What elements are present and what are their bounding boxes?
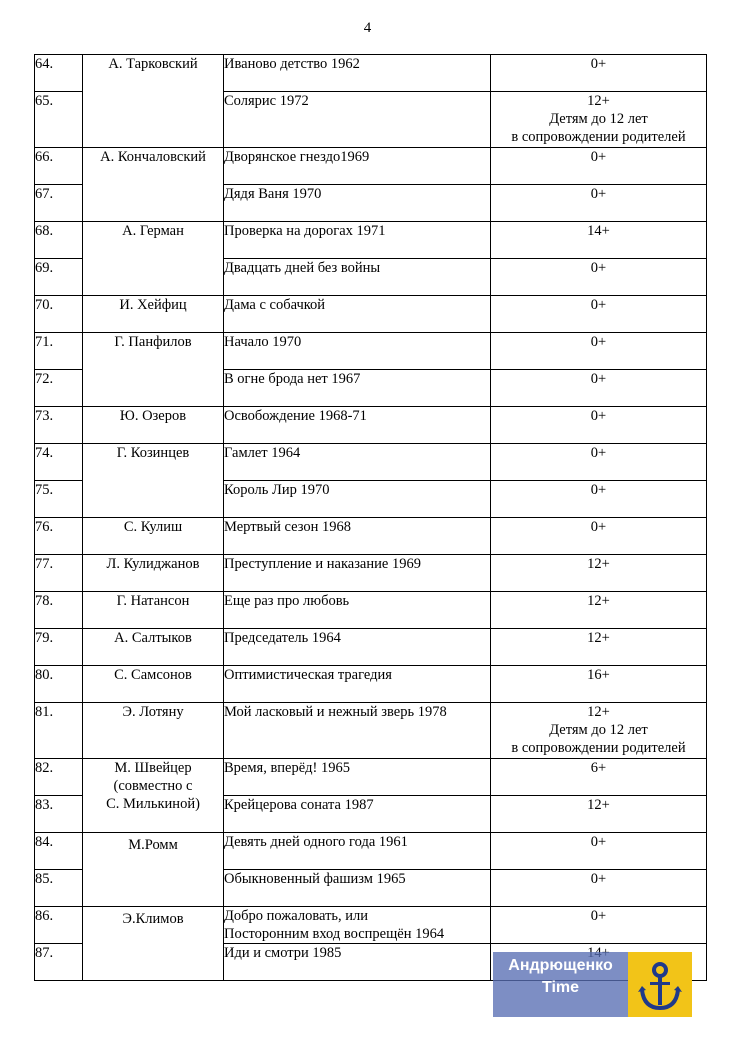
age-rating: 0+ xyxy=(590,908,607,924)
age-rating-cell xyxy=(491,796,707,833)
film-title: Девять дней одного года 1961 xyxy=(224,833,491,870)
age-rating-cell xyxy=(491,629,707,666)
film-title: Начало 1970 xyxy=(224,333,491,370)
age-rating: 0+ xyxy=(590,334,607,350)
row-number: 69. xyxy=(35,259,83,296)
film-title: Мой ласковый и нежный зверь 1978 xyxy=(224,703,491,759)
film-title: Еще раз про любовь xyxy=(224,592,491,629)
row-number: 83. xyxy=(35,796,83,833)
director-cell: Г. Натансон xyxy=(83,592,224,629)
row-number: 84. xyxy=(35,833,83,870)
age-rating-cell xyxy=(491,555,707,592)
age-rating: 0+ xyxy=(590,371,607,387)
row-number: 70. xyxy=(35,296,83,333)
film-title: Дядя Ваня 1970 xyxy=(224,185,491,222)
age-rating-note: Детям до 12 лет xyxy=(549,722,648,738)
age-rating-note: Детям до 12 лет xyxy=(549,111,648,127)
film-title: Иваново детство 1962 xyxy=(224,55,491,92)
age-rating-cell xyxy=(491,333,707,370)
age-rating-cell xyxy=(491,185,707,222)
page-number: 4 xyxy=(363,20,372,36)
age-rating-cell xyxy=(491,92,707,148)
watermark-text-box xyxy=(493,952,628,1017)
table-row xyxy=(35,55,707,92)
age-rating: 0+ xyxy=(590,834,607,850)
age-rating: 0+ xyxy=(590,149,607,165)
age-rating: 0+ xyxy=(590,297,607,313)
watermark-logo xyxy=(628,952,692,1017)
age-rating: 0+ xyxy=(590,186,607,202)
table-row xyxy=(35,296,707,333)
director-cell: М. Швейцер (совместно с С. Милькиной) xyxy=(83,759,224,833)
director-cell: М.Ромм xyxy=(83,833,224,907)
age-rating: 12+ xyxy=(587,593,610,609)
film-title: Обыкновенный фашизм 1965 xyxy=(224,870,491,907)
age-rating: 0+ xyxy=(590,519,607,535)
table-row xyxy=(35,629,707,666)
film-title: Преступление и наказание 1969 xyxy=(224,555,491,592)
table-row xyxy=(35,518,707,555)
row-number: 64. xyxy=(35,55,83,92)
director-cell: А. Тарковский xyxy=(83,55,224,148)
table-row xyxy=(35,148,707,185)
age-rating: 14+ xyxy=(587,223,610,239)
table-row xyxy=(35,703,707,759)
age-rating-note: в сопровождении родителей xyxy=(511,740,686,756)
table-row xyxy=(35,666,707,703)
age-rating-cell xyxy=(491,444,707,481)
table-row xyxy=(35,759,707,796)
anchor-icon xyxy=(632,956,688,1013)
film-title: Двадцать дней без войны xyxy=(224,259,491,296)
row-number: 81. xyxy=(35,703,83,759)
watermark-line-2: Time xyxy=(541,979,580,996)
age-rating: 0+ xyxy=(590,260,607,276)
director-cell: А. Салтыков xyxy=(83,629,224,666)
film-title: Время, вперёд! 1965 xyxy=(224,759,491,796)
age-rating: 0+ xyxy=(590,445,607,461)
age-rating: 12+ xyxy=(587,93,610,109)
director-cell: А. Герман xyxy=(83,222,224,296)
film-title: Солярис 1972 xyxy=(224,92,491,148)
age-rating-cell xyxy=(491,370,707,407)
age-rating: 16+ xyxy=(587,667,610,683)
film-title: Иди и смотри 1985 xyxy=(224,944,491,981)
director-cell: И. Хейфиц xyxy=(83,296,224,333)
films-table-body xyxy=(35,55,707,981)
row-number: 87. xyxy=(35,944,83,981)
director-cell: Г. Панфилов xyxy=(83,333,224,407)
table-row xyxy=(35,444,707,481)
age-rating-cell xyxy=(491,55,707,92)
director-cell: Э.Климов xyxy=(83,907,224,981)
age-rating: 0+ xyxy=(590,56,607,72)
row-number: 82. xyxy=(35,759,83,796)
age-rating: 0+ xyxy=(590,871,607,887)
film-title: Мертвый сезон 1968 xyxy=(224,518,491,555)
row-number: 80. xyxy=(35,666,83,703)
row-number: 65. xyxy=(35,92,83,148)
age-rating-cell xyxy=(491,870,707,907)
age-rating-cell xyxy=(491,833,707,870)
film-title: Король Лир 1970 xyxy=(224,481,491,518)
row-number: 75. xyxy=(35,481,83,518)
age-rating-cell xyxy=(491,907,707,944)
director-cell: С. Самсонов xyxy=(83,666,224,703)
table-row xyxy=(35,833,707,870)
row-number: 71. xyxy=(35,333,83,370)
age-rating-cell xyxy=(491,592,707,629)
film-title: Освобождение 1968-71 xyxy=(224,407,491,444)
row-number: 85. xyxy=(35,870,83,907)
table-row xyxy=(35,222,707,259)
table-row xyxy=(35,555,707,592)
age-rating-note: в сопровождении родителей xyxy=(511,129,686,145)
director-cell: А. Кончаловский xyxy=(83,148,224,222)
table-row xyxy=(35,333,707,370)
table-row xyxy=(35,907,707,944)
row-number: 78. xyxy=(35,592,83,629)
age-rating-cell xyxy=(491,259,707,296)
watermark xyxy=(493,952,692,1017)
age-rating-cell xyxy=(491,518,707,555)
age-rating-cell xyxy=(491,703,707,759)
director-cell: С. Кулиш xyxy=(83,518,224,555)
age-rating-cell xyxy=(491,296,707,333)
age-rating: 12+ xyxy=(587,556,610,572)
age-rating-cell xyxy=(491,407,707,444)
film-title: Проверка на дорогах 1971 xyxy=(224,222,491,259)
age-rating-cell xyxy=(491,759,707,796)
film-title: Дама с собачкой xyxy=(224,296,491,333)
age-rating: 12+ xyxy=(587,797,610,813)
row-number: 74. xyxy=(35,444,83,481)
row-number: 86. xyxy=(35,907,83,944)
row-number: 67. xyxy=(35,185,83,222)
row-number: 66. xyxy=(35,148,83,185)
table-row xyxy=(35,592,707,629)
table-row xyxy=(35,407,707,444)
age-rating-cell xyxy=(491,666,707,703)
row-number: 68. xyxy=(35,222,83,259)
age-rating-cell xyxy=(491,148,707,185)
age-rating: 12+ xyxy=(587,704,610,720)
age-rating: 0+ xyxy=(590,408,607,424)
film-title: Оптимистическая трагедия xyxy=(224,666,491,703)
row-number: 73. xyxy=(35,407,83,444)
age-rating-cell xyxy=(491,222,707,259)
watermark-line-1: Андрющенко xyxy=(508,957,613,974)
director-cell: Ю. Озеров xyxy=(83,407,224,444)
age-rating: 6+ xyxy=(590,760,607,776)
film-title: Председатель 1964 xyxy=(224,629,491,666)
age-rating: 12+ xyxy=(587,630,610,646)
films-table xyxy=(34,54,707,981)
film-title: Дворянское гнездо1969 xyxy=(224,148,491,185)
film-title: Добро пожаловать, или Посторонним вход воспрещён 1964 xyxy=(224,907,491,944)
director-cell: Г. Козинцев xyxy=(83,444,224,518)
row-number: 72. xyxy=(35,370,83,407)
film-title: Гамлет 1964 xyxy=(224,444,491,481)
age-rating: 0+ xyxy=(590,482,607,498)
film-title: В огне брода нет 1967 xyxy=(224,370,491,407)
age-rating-cell xyxy=(491,481,707,518)
director-cell: Э. Лотяну xyxy=(83,703,224,759)
film-title: Крейцерова соната 1987 xyxy=(224,796,491,833)
row-number: 77. xyxy=(35,555,83,592)
row-number: 79. xyxy=(35,629,83,666)
row-number: 76. xyxy=(35,518,83,555)
director-cell: Л. Кулиджанов xyxy=(83,555,224,592)
